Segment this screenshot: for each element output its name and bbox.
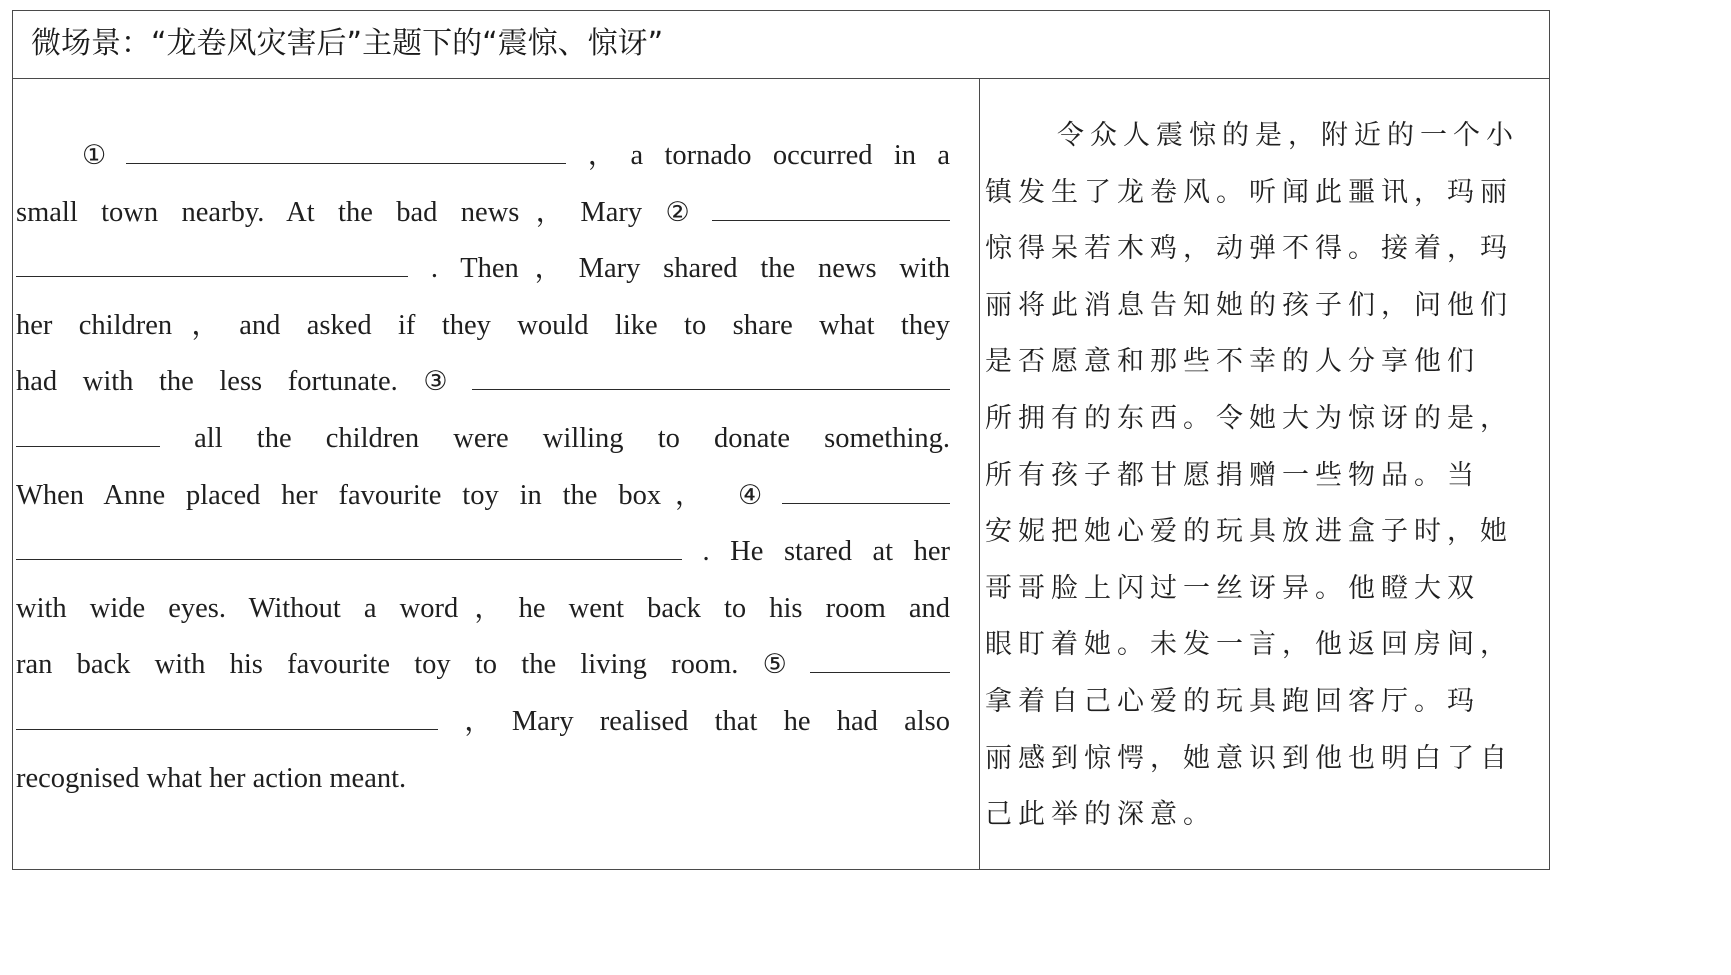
line-text-5: had with the less fortunate.	[16, 366, 398, 398]
translation-line-9: 哥哥脸上闪过一丝讶异。他瞪大双	[985, 572, 1480, 604]
column-divider	[979, 79, 980, 869]
passage-line-2	[16, 185, 950, 242]
line-text-6: all the children were willing to donate something.	[194, 422, 950, 454]
blank-number-1: ①	[82, 140, 121, 171]
passage-line-3	[16, 241, 950, 298]
passage-line-1	[16, 128, 950, 185]
line-text-2: small town nearby. At the bad news，Mary	[16, 196, 643, 228]
blank-3-part-1[interactable]	[472, 367, 950, 390]
passage-line-4: her children，and asked if they would like to share what they	[16, 309, 950, 341]
translation-line-5: 是否愿意和那些不幸的人分享他们	[985, 346, 1480, 378]
blank-2-part-1[interactable]	[712, 198, 950, 221]
line-text-8: . He stared at her	[702, 536, 950, 568]
translation-line-6: 所拥有的东西。令她大为惊讶的是，	[985, 402, 1513, 434]
translation-line-11: 拿着自己心爱的玩具跑回客厅。玛	[985, 685, 1480, 717]
passage-line-7	[16, 468, 950, 525]
translation-line-4: 丽将此消息告知她的孩子们，问他们	[985, 289, 1513, 321]
passage-line-8	[16, 524, 950, 581]
line-text-3: . Then，Mary shared the news with	[430, 253, 951, 285]
translation-line-7: 所有孩子都甘愿捐赠一些物品。当	[985, 459, 1480, 491]
passage-line-10	[16, 637, 950, 694]
blank-5-part-1[interactable]	[810, 650, 950, 673]
translation-line-2: 镇发生了龙卷风。听闻此噩讯，玛丽	[985, 176, 1513, 208]
translation-line-3: 惊得呆若木鸡，动弹不得。接着，玛	[985, 233, 1513, 265]
translation-line-1: 令众人震惊的是，附近的一个小	[1057, 120, 1519, 151]
passage-line-5	[16, 354, 950, 411]
translation-line-8: 安妮把她心爱的玩具放进盒子时，她	[985, 516, 1513, 548]
blank-2-part-2[interactable]	[16, 254, 408, 277]
blank-number-3: ③	[423, 366, 466, 398]
passage-line-12: recognised what her action meant.	[16, 762, 407, 794]
translation-line-10: 眼盯着她。未发一言，他返回房间，	[985, 629, 1513, 661]
blank-1[interactable]	[126, 141, 566, 164]
blank-number-2: ②	[665, 196, 706, 228]
line-text-10: ran back with his favourite toy to the living room.	[16, 649, 739, 681]
blank-3-part-2[interactable]	[16, 424, 160, 447]
english-passage	[16, 128, 950, 807]
passage-line-6	[16, 411, 950, 468]
line-text-1: ，a tornado occurred in a	[587, 140, 950, 171]
translation-line-13: 己此举的深意。	[985, 799, 1216, 831]
blank-5-part-2[interactable]	[16, 707, 438, 730]
passage-line-11	[16, 694, 950, 751]
blank-number-4: ④	[738, 479, 776, 511]
blank-4-part-2[interactable]	[16, 537, 682, 560]
blank-number-5: ⑤	[762, 649, 804, 681]
passage-line-9: with wide eyes. Without a word，he went back to his room and	[16, 592, 950, 624]
blank-4-part-1[interactable]	[782, 481, 950, 504]
section-title: 微场景：“龙卷风灾害后”主题下的“震惊、惊讶”	[13, 11, 1549, 79]
chinese-translation	[985, 108, 1520, 844]
line-text-11: ，Mary realised that he had also	[464, 705, 951, 737]
line-text-7: When Anne placed her favourite toy in the box，	[16, 479, 718, 511]
translation-line-12: 丽感到惊愕，她意识到他也明白了自	[985, 742, 1513, 774]
